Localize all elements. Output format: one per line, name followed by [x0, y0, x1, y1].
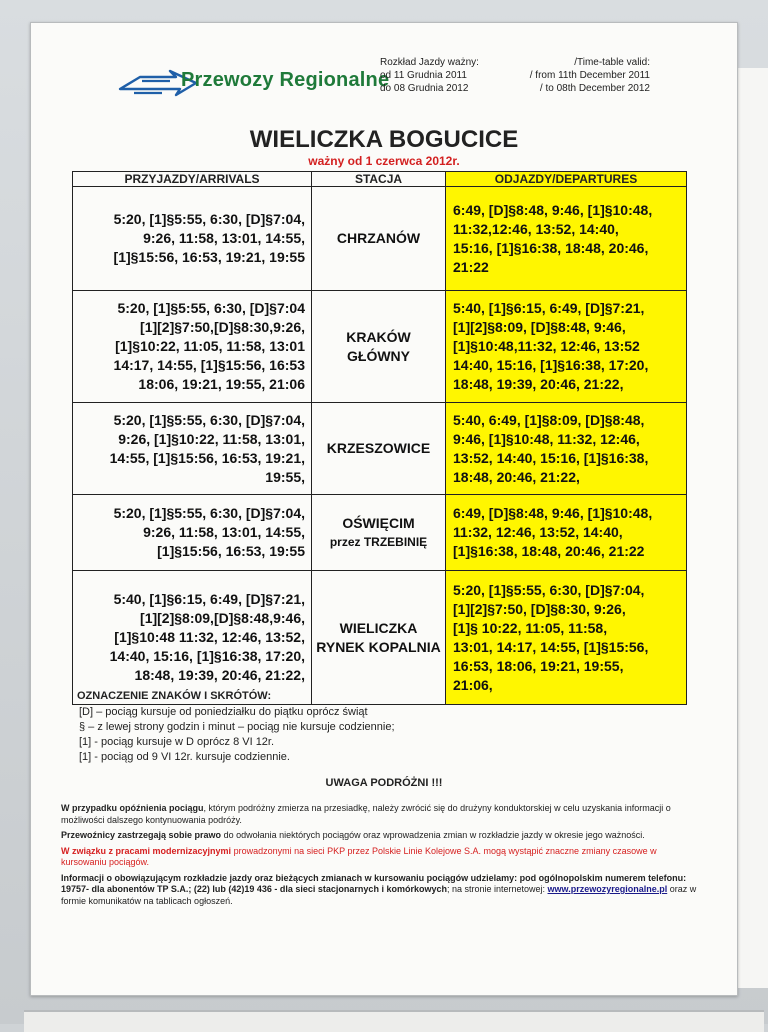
legend-line: § – z lewej strony godzin i minut – pociąg nie kursuje codziennie;	[79, 721, 395, 733]
arrival-times: [1]§15:56, 16:53, 19:55	[157, 543, 305, 559]
departure-times: 21:06,	[453, 676, 493, 693]
station-name: KRZESZOWICE	[326, 440, 431, 456]
station-cell	[312, 187, 446, 291]
departure-times: [1]§10:48,11:32, 12:46, 13:52	[453, 338, 640, 354]
arrivals-cell	[73, 495, 312, 571]
departure-times: 5:20, [1]§5:55, 6:30, [D]§7:04,	[453, 581, 645, 598]
arrivals-cell	[73, 571, 312, 705]
note-changes: Przewoźnicy zastrzegają sobie prawo do odwołania niektórych pociągów oraz wprowadzenia zmian w rozkładzie jazdy w okresie jego ważności.	[61, 830, 645, 840]
arrival-times: [1][2]§7:50,[D]§8:30,9:26,	[140, 319, 305, 335]
departures-cell	[446, 187, 687, 291]
departure-times: [1]§16:38, 18:48, 20:46, 21:22	[453, 543, 645, 559]
departure-times: 14:40, 15:16, [1]§16:38, 17:20,	[453, 357, 649, 373]
timetable-row	[73, 571, 687, 705]
arrival-times: 18:06, 19:21, 19:55, 21:06	[138, 376, 305, 392]
arrival-times: 5:20, [1]§5:55, 6:30, [D]§7:04	[117, 300, 305, 316]
arrival-times: 18:48, 19:39, 20:46, 21:22,	[134, 667, 305, 683]
arrival-times: 19:55,	[265, 468, 305, 485]
timetable-row	[73, 403, 687, 495]
arrivals-cell	[73, 291, 312, 403]
arrival-times: 9:26, 11:58, 13:01, 14:55,	[143, 524, 305, 540]
departure-times: [1]§ 10:22, 11:05, 11:58,	[453, 619, 608, 636]
legend-line: [D] – pociąg kursuje od poniedziałku do piątku oprócz świąt	[79, 706, 368, 718]
arrivals-cell	[73, 403, 312, 495]
departure-times: 21:22	[453, 258, 489, 275]
departure-times: [1][2]§8:09, [D]§8:48, 9:46,	[453, 319, 626, 335]
arrival-times: [1]§10:48 11:32, 12:46, 13:52,	[114, 629, 305, 645]
departure-times: 6:49, [D]§8:48, 9:46, [1]§10:48,	[453, 201, 653, 218]
station-title: WIELICZKA BOGUCICE	[249, 126, 519, 153]
arrival-times: 5:20, [1]§5:55, 6:30, [D]§7:04,	[113, 505, 305, 521]
station-cell	[312, 403, 446, 495]
departure-times: 15:16, [1]§16:38, 18:48, 20:46,	[453, 239, 649, 256]
station-cell	[312, 571, 446, 705]
arrivals-header: PRZYJAZDY/ARRIVALS	[73, 172, 312, 187]
departure-times: 11:32,12:46, 13:52, 14:40,	[453, 220, 619, 237]
arrival-times: [1][2]§8:09,[D]§8:48,9:46,	[140, 610, 305, 626]
station-name: KRAKÓW GŁÓWNY	[346, 328, 411, 364]
departures-cell	[446, 495, 687, 571]
validity-polish: Rozkład Jazdy ważny: od 11 Grudnia 2011 do 08 Grudnia 2012	[380, 57, 479, 94]
website-link[interactable]: www.przewozyregionalne.pl	[547, 884, 668, 894]
departure-times: 5:40, 6:49, [1]§8:09, [D]§8:48,	[453, 411, 645, 428]
arrival-times: 14:17, 14:55, [1]§15:56, 16:53	[113, 357, 305, 373]
station-name: OŚWIĘCIM	[342, 514, 415, 531]
station-cell	[312, 495, 446, 571]
departures-cell	[446, 403, 687, 495]
departure-times: 11:32, 12:46, 13:52, 14:40,	[453, 524, 623, 540]
validity-english: /Time-table valid: / from 11th December 2011 / to 08th December 2012	[529, 57, 650, 94]
departure-times: 18:48, 19:39, 20:46, 21:22,	[453, 376, 624, 392]
departure-times: [1][2]§7:50, [D]§8:30, 9:26,	[453, 600, 626, 617]
brand-name: Przewozy Regionalne	[181, 69, 390, 91]
timetable-table	[72, 171, 687, 705]
departure-times: 9:46, [1]§10:48, 11:32, 12:46,	[453, 430, 640, 447]
arrival-times: 5:20, [1]§5:55, 6:30, [D]§7:04,	[113, 411, 305, 428]
station-name: CHRZANÓW	[336, 230, 421, 246]
note-information: Informacji o obowiązującym rozkładzie jazdy oraz bieżących zmianach w kursowaniu pociągów udzielamy: pod ogólnopolskim numerem telefonu: 19757- dla abonentów TP S.A.; (22) lub (42)19 436 - dla sieci stacjonarnych i komórkowych; na stronie internetowej: www.przewozyregionalne.pl oraz w formie komunikatów na tablicach ogłoszeń.	[61, 872, 697, 906]
timetable-row	[73, 187, 687, 291]
arrival-times: 5:20, [1]§5:55, 6:30, [D]§7:04,	[113, 211, 305, 227]
station-header: STACJA	[312, 172, 446, 187]
station-via: przez TRZEBINIĘ	[329, 534, 428, 549]
departure-times: 13:52, 14:40, 15:16, [1]§16:38,	[453, 449, 649, 466]
arrival-times: [1]§10:22, 11:05, 11:58, 13:01	[115, 338, 305, 354]
departure-times: 18:48, 20:46, 21:22,	[453, 468, 580, 485]
note-delay: W przypadku opóźnienia pociągu, którym podróżny zmierza na przesiadkę, należy zwrócić się do drużyny konduktorskiej w celu uzyskania informacji o możliwości dalszego kontynuowania podróży.	[61, 803, 671, 825]
timetable-row	[73, 291, 687, 403]
arrival-times: 14:40, 15:16, [1]§16:38, 17:20,	[109, 648, 305, 664]
arrivals-cell	[73, 187, 312, 291]
legend-line: [1] - pociąg kursuje w D oprócz 8 VI 12r.	[79, 736, 275, 748]
passenger-notes	[61, 803, 703, 911]
adjacent-notice-sheet	[736, 68, 768, 988]
departure-times: 13:01, 14:17, 14:55, [1]§15:56,	[453, 638, 649, 655]
valid-from-note: ważny od 1 czerwca 2012r.	[308, 154, 460, 168]
departure-times: 6:49, [D]§8:48, 9:46, [1]§10:48,	[453, 505, 653, 521]
departures-cell	[446, 571, 687, 705]
arrival-times: 9:26, 11:58, 13:01, 14:55,	[143, 230, 305, 246]
timetable-sheet	[30, 22, 738, 996]
arrival-times: 5:40, [1]§6:15, 6:49, [D]§7:21,	[113, 591, 305, 607]
lower-notice-sheet	[24, 1010, 764, 1032]
arrival-times: 14:55, [1]§15:56, 16:53, 19:21,	[109, 449, 305, 466]
departures-header: ODJAZDY/DEPARTURES	[446, 172, 687, 187]
legend-line: [1] - pociąg od 9 VI 12r. kursuje codziennie.	[79, 751, 290, 763]
departures-cell	[446, 291, 687, 403]
departure-times: 16:53, 18:06, 19:21, 19:55,	[453, 657, 624, 674]
timetable-row	[73, 495, 687, 571]
station-cell	[312, 291, 446, 403]
legend-title: OZNACZENIE ZNAKÓW I SKRÓTÓW:	[77, 690, 272, 702]
legend	[77, 689, 395, 765]
departure-times: 5:40, [1]§6:15, 6:49, [D]§7:21,	[453, 300, 645, 316]
station-name: WIELICZKA RYNEK KOPALNIA	[316, 619, 441, 655]
attention-heading: UWAGA PODRÓŻNI !!!	[325, 777, 443, 789]
arrival-times: 9:26, [1]§10:22, 11:58, 13:01,	[118, 430, 305, 447]
note-modernization: W związku z pracami modernizacyjnymi prowadzonymi na sieci PKP przez Polskie Linie Kolejowe S.A. mogą wystąpić znaczne zmiany czasowe w kursowaniu pociągów.	[61, 845, 657, 867]
arrival-times: [1]§15:56, 16:53, 19:21, 19:55	[113, 249, 305, 265]
